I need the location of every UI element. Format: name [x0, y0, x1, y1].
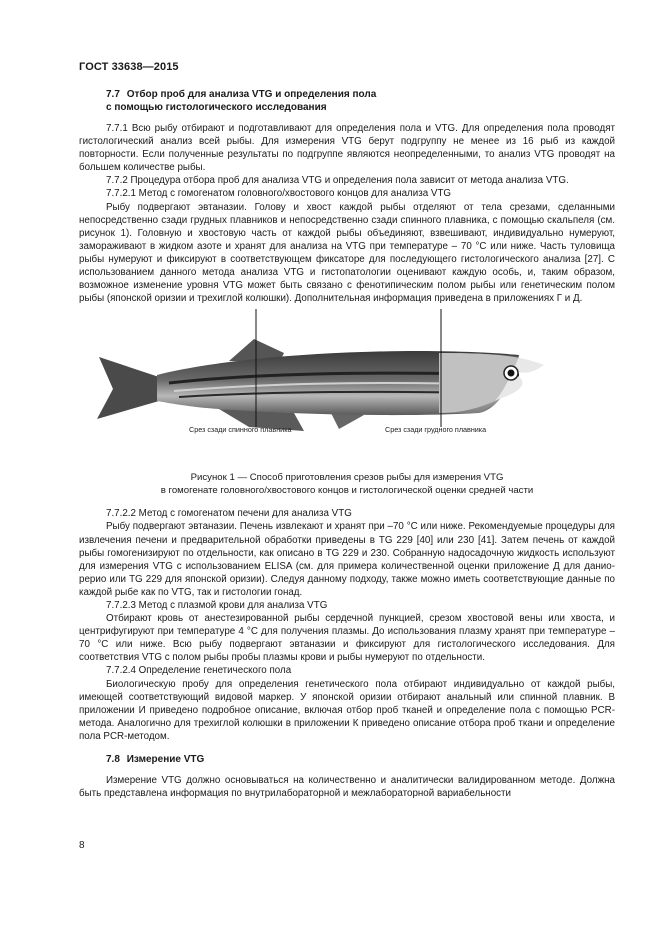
fish-pupil [508, 370, 515, 377]
caption-line1: Рисунок 1 — Способ приготовления срезов рыбы для измерения VTG [190, 472, 504, 484]
paragraph-7-7-2-4-body: Биологическую пробу для определения генетического пола отбирают индивидуально от каждой рыбы, имеющей соответствующий видовой маркер. У японской оризии отбирают анальный или спинной плавник. В приложении И приведено подробное описание, включая отбор проб тканей и определение пола с помощью PCR-метода. Аналогично для трехиглой колюшки в приложении К приведено описание отбора проб ткани и определение пола PCR-методом. [79, 678, 615, 742]
section-title: Измерение VTG [126, 754, 205, 765]
paragraph-7-7-2-1-heading: 7.7.2.1 Метод с гомогенатом головного/хвостового концов для анализа VTG [106, 188, 452, 200]
label-pectoral-cut: Срез сзади грудного плавника [385, 425, 487, 435]
paragraph-7-7-2: 7.7.2 Процедура отбора проб для анализа VTG и определения пола зависит от метода анализа VTG. [106, 175, 569, 187]
figure-caption [79, 471, 615, 497]
fish-illustration [79, 309, 615, 471]
section-7-7-title [79, 88, 615, 114]
caption-line2: в гомогенате головного/хвостового концов и гистологической оценки средней части [160, 485, 534, 497]
paragraph-7-7-2-3-body: Отбирают кровь от анестезированной рыбы сердечной пункцией, срезом хвостовой вены или хвоста, и центрифугируют при температуре 4 °С для получения плазмы. До использования плазму хранят при температуре – 70 °С или ниже. Всю рыбу подвергают эвтаназии и фиксируют для гистологического исследования. Для соответствия VTG с полом рыбы пробы плазмы крови и рыбы нумеруют по отдельности. [79, 613, 615, 664]
document-body [79, 88, 615, 800]
paragraph-7-7-2-1-body: Рыбу подвергают эвтаназии. Голову и хвост каждой рыбы отделяют от тела срезами, сделанными непосредственно сзади грудных плавников и непосредственно сзади спинного плавника, с помощью скальпеля (см. рисунок 1). Головную и хвостовую часть от каждой рыбы объединяют, взвешивают, индивидуально нумеруют, замораживают в жидком азоте и хранят для анализа на VTG при температуре – 70 °С или ниже. Часть туловища рыбы нумеруют и фиксируют в соответствующем фиксаторе для последующего гистологического анализа [27]. С использованием данного метода анализа VTG и гистопатологии оценивают каждую особь, и, таким образом, возможное изменение уровня VTG может быть связано с фенотипическим полом рыбы или генетическим полом рыбы (японской оризии и трехиглой колюшки). Дополнительная информация приведена в приложениях Г и Д. [79, 201, 615, 305]
section-7-8-title [79, 753, 615, 766]
document-header: ГОСТ 33638—2015 [79, 61, 179, 73]
paragraph-7-7-1: 7.7.1 Всю рыбу отбирают и подготавливают для определения пола и VTG. Для определения пола проводят гистологический анализ всей рыбы. Для измерения VTG берут подгруппу не менее из 16 рыб из каждой повторности. Если полученные результаты по подгруппе являются неопределенными, то анализ VTG проводят на большем количестве рыбы. [79, 123, 615, 174]
label-dorsal-cut: Срез сзади спинного плавника [189, 425, 292, 435]
section-title-line2: с помощью гистологического исследования [106, 102, 327, 113]
section-number: 7.7 [106, 89, 120, 100]
page-number: 8 [79, 840, 85, 851]
paragraph-7-7-2-3-heading: 7.7.2.3 Метод с плазмой крови для анализа VTG [106, 599, 328, 611]
paragraph-7-7-2-4-heading: 7.7.2.4 Определение генетического пола [106, 665, 292, 677]
paragraph-7-7-2-2-body: Рыбу подвергают эвтаназии. Печень извлекают и хранят при –70 °С или ниже. Рекомендуемые процедуры для извлечения печени и предварительной обработки приведены в TG 229 [40] или 230 [41]. Затем печень от каждой рыбы гомогенизируют по отдельности, как описано в TG 229 и 230. Собранную надосадочную жидкость используют для измерения VTG с использованием ELISA (см. для примера количественной оценки приложение Д для данио-рерио или TG 229 для японской оризии). Следуя данному подходу, также можно иметь соответствующие данные по каждой рыбе как по VTG, так и гистологии гонад. [79, 521, 615, 598]
section-number: 7.8 [106, 754, 120, 765]
figure-fish [79, 309, 615, 471]
tail-fin [97, 357, 159, 419]
section-title-line1: Отбор проб для анализа VTG и определения пола [126, 89, 377, 100]
paragraph-7-8-body: Измерение VTG должно основываться на количественно и аналитически валидированном методе. Должна быть представлена информация по внутрилабораторной и межлабораторной вариабельности [79, 775, 615, 800]
paragraph-7-7-2-2-heading: 7.7.2.2 Метод с гомогенатом печени для анализа VTG [106, 508, 352, 520]
